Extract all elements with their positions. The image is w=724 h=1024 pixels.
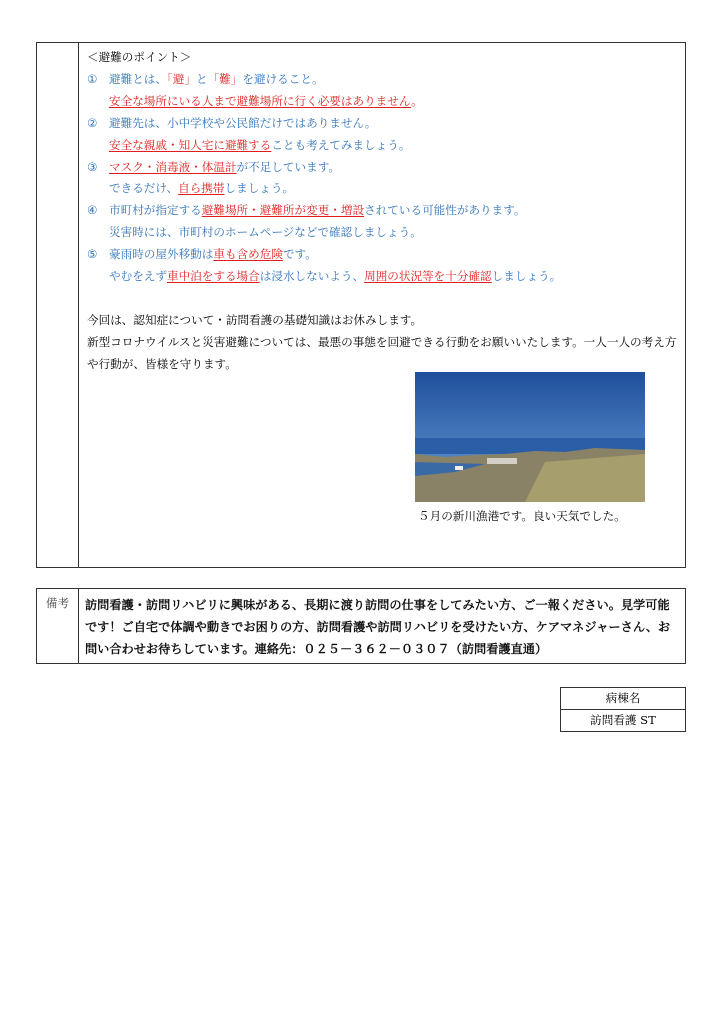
ward-value: 訪問看護 ST — [561, 709, 685, 731]
photo-caption: ５月の新川漁港です。良い天気でした。 — [418, 509, 626, 523]
point-text-segment: 安全な親戚・知人宅に避難する — [109, 137, 272, 152]
point-item — [87, 200, 681, 222]
remarks-label: 備考 — [45, 596, 70, 610]
point-text-segment: 豪雨時の屋外移動は — [109, 247, 214, 262]
point-number: ① — [87, 71, 98, 86]
spacer — [87, 288, 681, 310]
point-text-segment: マスク・消毒液・体温計 — [109, 159, 237, 174]
point-text-segment: 避難先は、小中学校や公民館だけではありません。 — [109, 115, 377, 130]
point-text-segment: しましょう。 — [224, 181, 295, 196]
point-text-segment: 市町村が指定する — [109, 203, 202, 218]
point-text-segment: 避難とは、 — [109, 71, 167, 86]
point-text-segment: されている可能性があります。 — [364, 203, 526, 218]
point-item — [87, 157, 681, 179]
evacuation-points-list — [87, 69, 681, 288]
point-item — [87, 113, 681, 135]
remarks-text: 訪問看護・訪問リハビリに興味がある、長期に渡り訪問の仕事をしてみたい方、ご一報ください。見学可能です！ご自宅で体調や動きでお困りの方、訪問看護や訪問リハビリを受けたい方、ケアマネジャーさん、お問い合わせお待ちしています。連絡先：０２５－３６２－０３０７（訪問看護直通） — [85, 598, 671, 656]
point-text-segment: ことも考えてみましょう。 — [271, 137, 411, 152]
point-text-segment: は浸水しないよう、 — [259, 269, 365, 284]
remarks-divider — [78, 589, 79, 663]
point-text-segment: しましょう。 — [491, 269, 562, 284]
photo-boat — [455, 466, 463, 470]
point-detail — [87, 91, 681, 113]
point-text-segment: 災害時には、市町村のホームページなどで確認しましょう。 — [109, 225, 422, 240]
point-text-segment: を避けること。 — [242, 71, 324, 86]
point-item — [87, 244, 681, 266]
body-text-1: 今回は、認知症について・訪問看護の基礎知識はお休みします。 — [87, 312, 423, 327]
point-text-segment: 車中泊をする場合 — [166, 269, 260, 284]
harbor-photo — [415, 372, 645, 502]
point-text-segment: 自ら携帯 — [178, 181, 225, 196]
ward-header: 病棟名 — [605, 691, 641, 705]
section-title: ＜避難のポイント＞ — [87, 50, 192, 64]
point-number: ③ — [87, 159, 98, 174]
left-column-divider — [78, 43, 79, 567]
point-text-segment: 「避」 — [166, 71, 196, 86]
point-number: ⑤ — [87, 247, 98, 262]
point-text-segment: 周囲の状況等を十分確認 — [364, 269, 492, 284]
point-detail — [87, 266, 681, 288]
point-text-segment: 避難場所・避難所が変更・増設 — [201, 203, 365, 218]
point-text-segment: 。 — [411, 93, 423, 108]
point-detail — [87, 178, 681, 200]
ward-table — [560, 687, 686, 732]
point-text-segment: やむをえず — [109, 269, 167, 284]
point-text-segment: できるだけ、 — [109, 181, 179, 196]
point-number: ② — [87, 115, 98, 130]
point-text-segment: です。 — [282, 247, 317, 262]
point-text-segment: 「難」 — [207, 71, 243, 86]
point-text-segment: と — [195, 71, 208, 86]
point-detail — [87, 222, 681, 244]
body-text-2: 新型コロナウイルスと災害避難については、最悪の事態を回避できる行動をお願いいたします。一人一人の考え方や行動が、皆様を守ります。 — [87, 334, 677, 371]
point-text-segment: 車も含め危険 — [213, 247, 283, 262]
point-detail — [87, 135, 681, 157]
point-text-segment: 安全な場所にいる人まで避難場所に行く必要はありません — [109, 93, 412, 108]
point-item — [87, 69, 681, 91]
point-number: ④ — [87, 203, 98, 218]
point-text-segment: が不足しています。 — [236, 159, 340, 174]
remarks-box — [36, 588, 686, 664]
photo-pier — [487, 458, 517, 464]
content-area — [87, 47, 681, 376]
